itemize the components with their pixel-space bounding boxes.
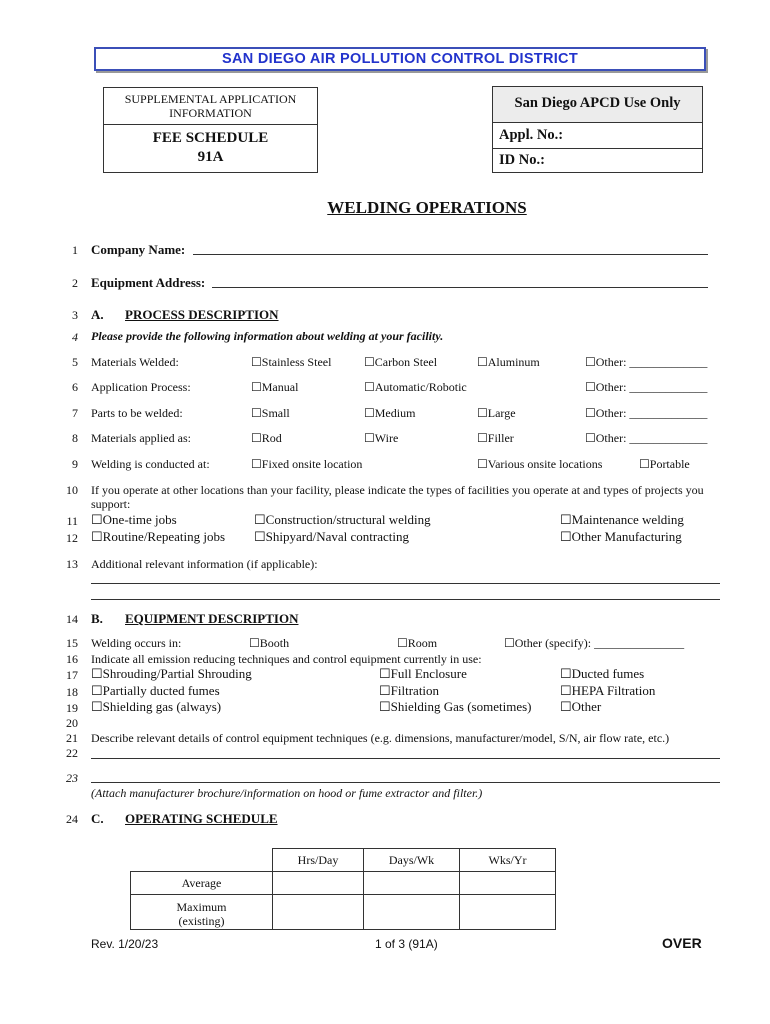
filler-checkbox[interactable]: ☐ Filler (477, 431, 514, 446)
other-manufacturing-checkbox[interactable]: ☐ Other Manufacturing (560, 529, 682, 545)
ducted-fumes-checkbox[interactable]: ☐ Ducted fumes (560, 666, 644, 682)
filtration-checkbox[interactable]: ☐ Filtration (379, 683, 439, 699)
portable-checkbox[interactable]: ☐ Portable (639, 457, 690, 472)
stainless-steel-checkbox[interactable]: ☐ Stainless Steel (251, 355, 331, 370)
page-title: WELDING OPERATIONS (327, 198, 527, 217)
aluminum-checkbox[interactable]: ☐ Aluminum (477, 355, 540, 370)
room-checkbox[interactable]: ☐ Room (397, 636, 437, 651)
line-number: 6 (72, 380, 78, 394)
partially-ducted-checkbox[interactable]: ☐ Partially ducted fumes (91, 683, 220, 699)
line-number: 4 (72, 330, 78, 344)
maximum-days-wk-input[interactable] (363, 894, 460, 930)
shipyard-checkbox[interactable]: ☐ Shipyard/Naval contracting (254, 529, 409, 545)
line-number: 12 (66, 531, 78, 545)
welding-occurs-label: Welding occurs in: (91, 636, 182, 650)
line-number: 17 (66, 668, 78, 682)
line-number: 1 (72, 243, 78, 257)
supplemental-box (103, 87, 318, 173)
line-number: 13 (66, 557, 78, 571)
emission-techniques-label: Indicate all emission reducing techniques and control equipment currently in use: (91, 652, 482, 666)
line-number: 5 (72, 355, 78, 369)
section-a-instruction: Please provide the following information about welding at your facility. (91, 329, 444, 343)
district-title: SAN DIEGO AIR POLLUTION CONTROL DISTRICT (222, 51, 578, 67)
line-number: 20 (66, 716, 78, 730)
materials-other-checkbox[interactable]: ☐ Other: _____________ (585, 355, 707, 370)
application-process-label: Application Process: (91, 380, 191, 394)
control-details-label: Describe relevant details of control equipment techniques (e.g. dimensions, manufacturer/model, S/N, air flow rate, etc.) (91, 731, 670, 745)
line-number: 9 (72, 457, 78, 471)
materials-welded-label: Materials Welded: (91, 355, 179, 369)
large-checkbox[interactable]: ☐ Large (477, 406, 516, 421)
routine-jobs-checkbox[interactable]: ☐ Routine/Repeating jobs (91, 529, 225, 545)
col-header-days-wk: Days/Wk (363, 848, 460, 872)
apcd-use-only-label: San Diego APCD Use Only (493, 87, 702, 123)
attach-note: (Attach manufacturer brochure/information on hood or fume extractor and filter.) (91, 786, 483, 800)
other-locations-question: If you operate at other locations than your facility, please indicate the types of facilities you operate at and types of projects you support: (91, 483, 704, 511)
maximum-label: Maximum (existing) (176, 900, 227, 928)
full-enclosure-checkbox[interactable]: ☐ Full Enclosure (379, 666, 467, 682)
section-c-letter: C. (91, 811, 104, 826)
line-number: 15 (66, 636, 78, 650)
shrouding-checkbox[interactable]: ☐ Shrouding/Partial Shrouding (91, 666, 252, 682)
section-b-title: EQUIPMENT DESCRIPTION (125, 611, 299, 626)
additional-info-input-1[interactable] (91, 583, 720, 584)
line-number: 21 (66, 731, 78, 745)
average-hrs-day-input[interactable] (272, 871, 364, 895)
hepa-filtration-checkbox[interactable]: ☐ HEPA Filtration (560, 683, 655, 699)
line-number: 3 (72, 308, 78, 322)
carbon-steel-checkbox[interactable]: ☐ Carbon Steel (364, 355, 437, 370)
fee-schedule-code: 91A (197, 149, 224, 165)
materials-applied-label: Materials applied as: (91, 431, 191, 445)
construction-welding-checkbox[interactable]: ☐ Construction/structural welding (254, 512, 431, 528)
medium-checkbox[interactable]: ☐ Medium (364, 406, 415, 421)
control-details-input-2[interactable] (91, 782, 720, 783)
company-name-label: Company Name: (91, 242, 186, 257)
wire-checkbox[interactable]: ☐ Wire (364, 431, 398, 446)
fee-schedule-label: FEE SCHEDULE (152, 130, 269, 146)
line-number: 24 (66, 812, 78, 826)
parts-other-checkbox[interactable]: ☐ Other: _____________ (585, 406, 707, 421)
maximum-wks-yr-input[interactable] (459, 894, 556, 930)
additional-info-label: Additional relevant information (if applicable): (91, 557, 318, 571)
district-banner (94, 47, 706, 71)
maximum-hrs-day-input[interactable] (272, 894, 364, 930)
automatic-robotic-checkbox[interactable]: ☐ Automatic/Robotic (364, 380, 467, 395)
techniques-other-checkbox[interactable]: ☐ Other (560, 699, 601, 715)
maintenance-welding-checkbox[interactable]: ☐ Maintenance welding (560, 512, 684, 528)
rod-checkbox[interactable]: ☐ Rod (251, 431, 282, 446)
process-other-checkbox[interactable]: ☐ Other: _____________ (585, 380, 707, 395)
average-wks-yr-input[interactable] (459, 871, 556, 895)
col-header-wks-yr: Wks/Yr (459, 848, 556, 872)
manual-checkbox[interactable]: ☐ Manual (251, 380, 298, 395)
line-number: 10 (66, 483, 78, 497)
line-number: 19 (66, 701, 78, 715)
control-details-input-1[interactable] (91, 758, 720, 759)
occurs-other-checkbox[interactable]: ☐ Other (specify): _______________ (504, 636, 684, 651)
supplemental-title: SUPPLEMENTAL APPLICATION INFORMATION (124, 92, 297, 120)
average-days-wk-input[interactable] (363, 871, 460, 895)
line-number: 22 (66, 746, 78, 760)
section-a-title: PROCESS DESCRIPTION (125, 307, 279, 322)
line-number: 8 (72, 431, 78, 445)
id-no-field[interactable]: ID No.: (499, 152, 545, 168)
additional-info-input-2[interactable] (91, 599, 720, 600)
fixed-onsite-checkbox[interactable]: ☐ Fixed onsite location (251, 457, 362, 472)
over-label: OVER (662, 935, 702, 951)
booth-checkbox[interactable]: ☐ Booth (249, 636, 289, 651)
line-number: 23 (66, 771, 78, 785)
section-b-letter: B. (91, 611, 103, 626)
shielding-always-checkbox[interactable]: ☐ Shielding gas (always) (91, 699, 221, 715)
equipment-address-label: Equipment Address: (91, 275, 206, 290)
revision-date: Rev. 1/20/23 (91, 937, 159, 951)
apcd-use-box (492, 86, 703, 173)
col-header-hrs-day: Hrs/Day (272, 848, 364, 872)
conducted-label: Welding is conducted at: (91, 457, 210, 471)
row-label-maximum (130, 894, 273, 930)
shielding-sometimes-checkbox[interactable]: ☐ Shielding Gas (sometimes) (379, 699, 531, 715)
line-number: 2 (72, 276, 78, 290)
line-number: 16 (66, 652, 78, 666)
line-number: 18 (66, 685, 78, 699)
section-c-title: OPERATING SCHEDULE (125, 811, 278, 826)
appl-no-field[interactable]: Appl. No.: (499, 127, 564, 143)
section-a-letter: A. (91, 307, 104, 322)
company-name-input[interactable] (193, 254, 708, 255)
parts-label: Parts to be welded: (91, 406, 183, 420)
line-number: 7 (72, 406, 78, 420)
equipment-address-input[interactable] (212, 287, 708, 288)
various-onsite-checkbox[interactable]: ☐ Various onsite locations (477, 457, 602, 472)
row-label-average: Average (130, 871, 273, 895)
page-number: 1 of 3 (91A) (375, 937, 438, 951)
one-time-jobs-checkbox[interactable]: ☐ One-time jobs (91, 512, 177, 528)
applied-other-checkbox[interactable]: ☐ Other: _____________ (585, 431, 707, 446)
line-number: 11 (66, 514, 78, 528)
small-checkbox[interactable]: ☐ Small (251, 406, 290, 421)
line-number: 14 (66, 612, 78, 626)
